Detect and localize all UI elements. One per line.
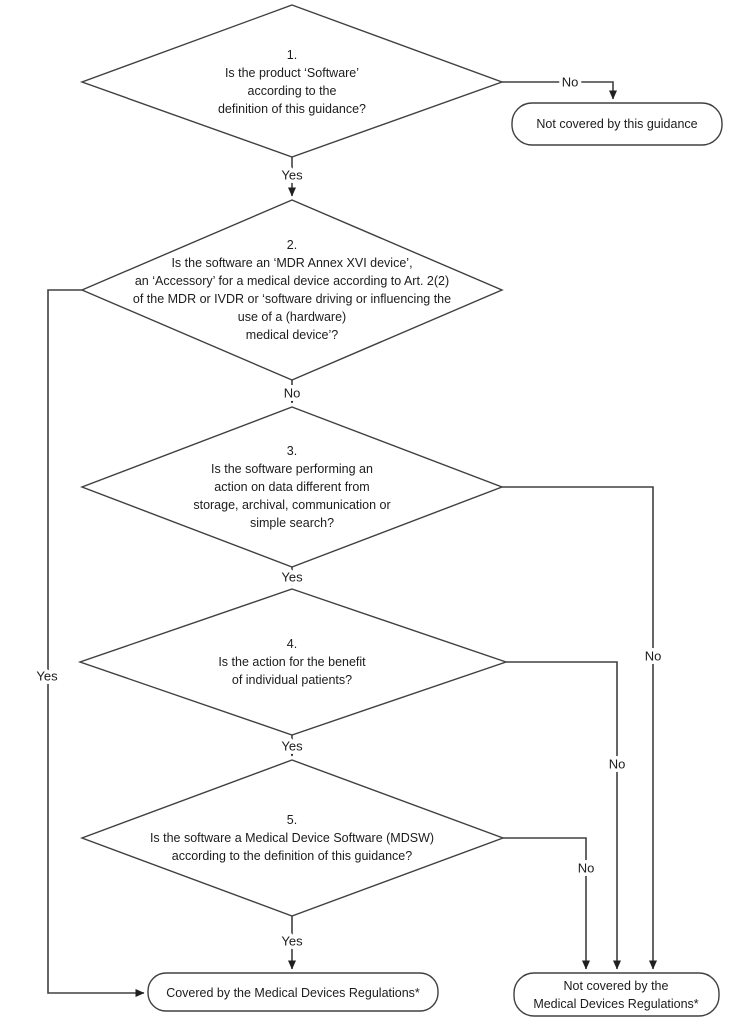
node-q2-decision [82, 200, 502, 380]
end-covered-regulations-label: Covered by the Medical Devices Regulations* [166, 986, 420, 1000]
node-q5-decision [82, 760, 503, 916]
edge-q1-no-line [502, 82, 613, 99]
end-not-covered-guidance-label: Not covered by this guidance [536, 117, 698, 131]
node-end-not-covered-guidance [512, 103, 722, 145]
q2-text-line: use of a (hardware) [237, 310, 347, 324]
node-end-not-covered-regulations [514, 973, 719, 1016]
edge-q4-no-line [506, 662, 617, 969]
q3-text-line: storage, archival, communication or [193, 498, 391, 512]
edge-q2-yes-label: Yes [36, 668, 58, 684]
edge-q1-yes-label: Yes [281, 167, 303, 183]
edge-q2-no-label: No [283, 385, 301, 401]
q2-text-line: 2. [286, 238, 298, 252]
node-q1-decision [82, 5, 502, 157]
edge-q1-no-label: No [561, 74, 579, 90]
edge-q2-yes-line [48, 290, 144, 993]
edge-q4-yes-label: Yes [281, 738, 303, 754]
edge-q5-yes-label: Yes [281, 933, 303, 949]
edge-q3-no-line [502, 487, 653, 969]
q5-text-line: according to the definition of this guidance? [171, 849, 413, 863]
edge-q4-no-label: No [608, 756, 626, 772]
edge-q5-no-line [503, 838, 586, 969]
q5-text-line: 5. [286, 813, 298, 827]
q1-text-line: according to the [247, 84, 337, 98]
q1-text-line: Is the product ‘Software’ [224, 66, 360, 80]
q2-text-line: medical device’? [245, 328, 339, 342]
q3-text-line: simple search? [249, 516, 335, 530]
q3-text-line: Is the software performing an [211, 462, 373, 476]
q1-text-line: definition of this guidance? [217, 102, 367, 116]
edge-q3-yes-label: Yes [281, 569, 303, 585]
q4-text-line: of individual patients? [231, 673, 353, 687]
q3-text-line: 3. [286, 444, 298, 458]
node-q4-decision [80, 589, 506, 735]
node-end-covered-regulations [148, 973, 438, 1011]
q1-diamond [82, 5, 502, 157]
q2-diamond [82, 200, 502, 380]
q4-text-line: Is the action for the benefit [218, 655, 366, 669]
end-not-covered-regulations-line: Medical Devices Regulations* [533, 997, 699, 1011]
q3-text-line: action on data different from [214, 480, 370, 494]
edge-q5-no-label: No [577, 860, 595, 876]
node-q3-decision [82, 407, 502, 567]
q2-text-line: an ‘Accessory’ for a medical device according to Art. 2(2) [134, 274, 450, 288]
edge-q3-no-label: No [644, 648, 662, 664]
q2-text-line: Is the software an ‘MDR Annex XVI device’, [171, 256, 413, 270]
end-not-covered-regulations-line: Not covered by the [563, 979, 669, 993]
q5-text-line: Is the software a Medical Device Software (MDSW) [149, 831, 435, 845]
q2-text-line: of the MDR or IVDR or ‘software driving or influencing the [132, 292, 452, 306]
q4-text-line: 4. [286, 637, 298, 651]
q1-text-line: 1. [286, 48, 298, 62]
